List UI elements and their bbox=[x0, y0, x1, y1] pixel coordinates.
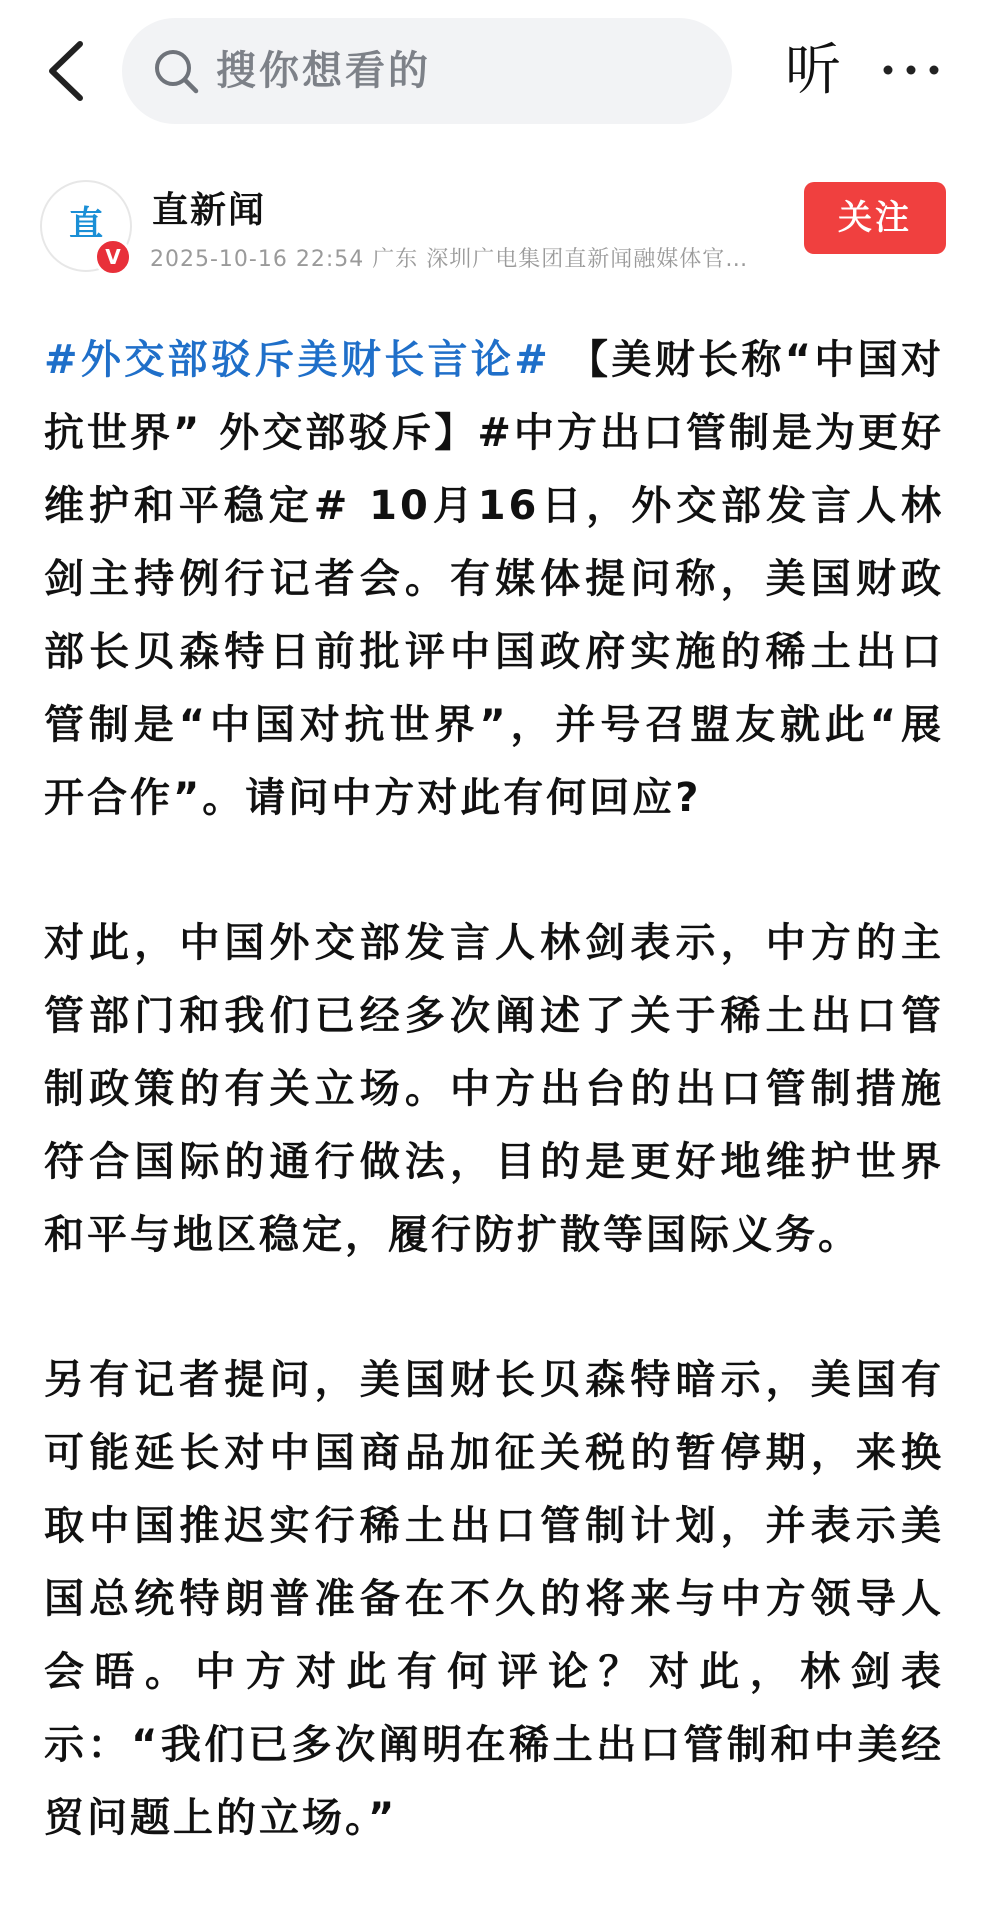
article-paragraph: 对此，中国外交部发言人林剑表示，中方的主管部门和我们已经多次阐述了关于稀土出口管制政策的有关立场。中方出台的出口管制措施符合国际的通行做法，目的是更好地维护世界和平与地区稳定，履行防扩散等国际义务。 bbox=[44, 920, 944, 1258]
avatar-logo: 直 bbox=[69, 204, 103, 244]
search-bar[interactable] bbox=[122, 18, 732, 124]
article-paragraph: 另有记者提问，美国财长贝森特暗示，美国有可能延长对中国商品加征关税的暂停期，来换取中国推迟实行稀土出口管制计划，并表示美国总统特朗普准备在不久的将来与中方领导人会晤。中方对此有何评论？对此，林剑表示：“我们已多次阐明在稀土出口管制和中美经贸问题上的立场。” bbox=[44, 1357, 944, 1841]
topic-hashtag-link[interactable]: #外交部驳斥美财长言论# bbox=[44, 337, 551, 383]
back-button[interactable] bbox=[40, 36, 92, 106]
more-options-button[interactable] bbox=[880, 50, 942, 90]
paragraph-text: 【美财长称“中国对抗世界” 外交部驳斥】#中方出口管制是为更好维护和平稳定# 10月16日，外交部发言人林剑主持例行记者会。有媒体提问称，美国财政部长贝森特日前批评中国政府实施的稀土出口管制是“中国对抗世界”，并号召盟友就此“展开合作”。请问中方对此有何回应? bbox=[44, 337, 945, 821]
author-name[interactable]: 直新闻 bbox=[152, 190, 267, 231]
top-nav-bar bbox=[0, 0, 986, 140]
article-paragraph bbox=[44, 324, 944, 835]
article-body bbox=[44, 324, 944, 1927]
search-placeholder: 搜你想看的 bbox=[216, 48, 431, 94]
author-meta: 2025-10-16 22:54 广东 深圳广电集团直新闻融媒体官… bbox=[150, 247, 749, 272]
search-icon bbox=[152, 47, 200, 95]
listen-button[interactable]: 听 bbox=[785, 38, 841, 103]
more-dots-icon bbox=[880, 50, 942, 90]
author-header bbox=[0, 170, 986, 290]
chevron-left-icon bbox=[40, 36, 92, 106]
follow-button[interactable]: 关注 bbox=[804, 182, 946, 254]
verified-badge-icon: V bbox=[94, 238, 132, 276]
